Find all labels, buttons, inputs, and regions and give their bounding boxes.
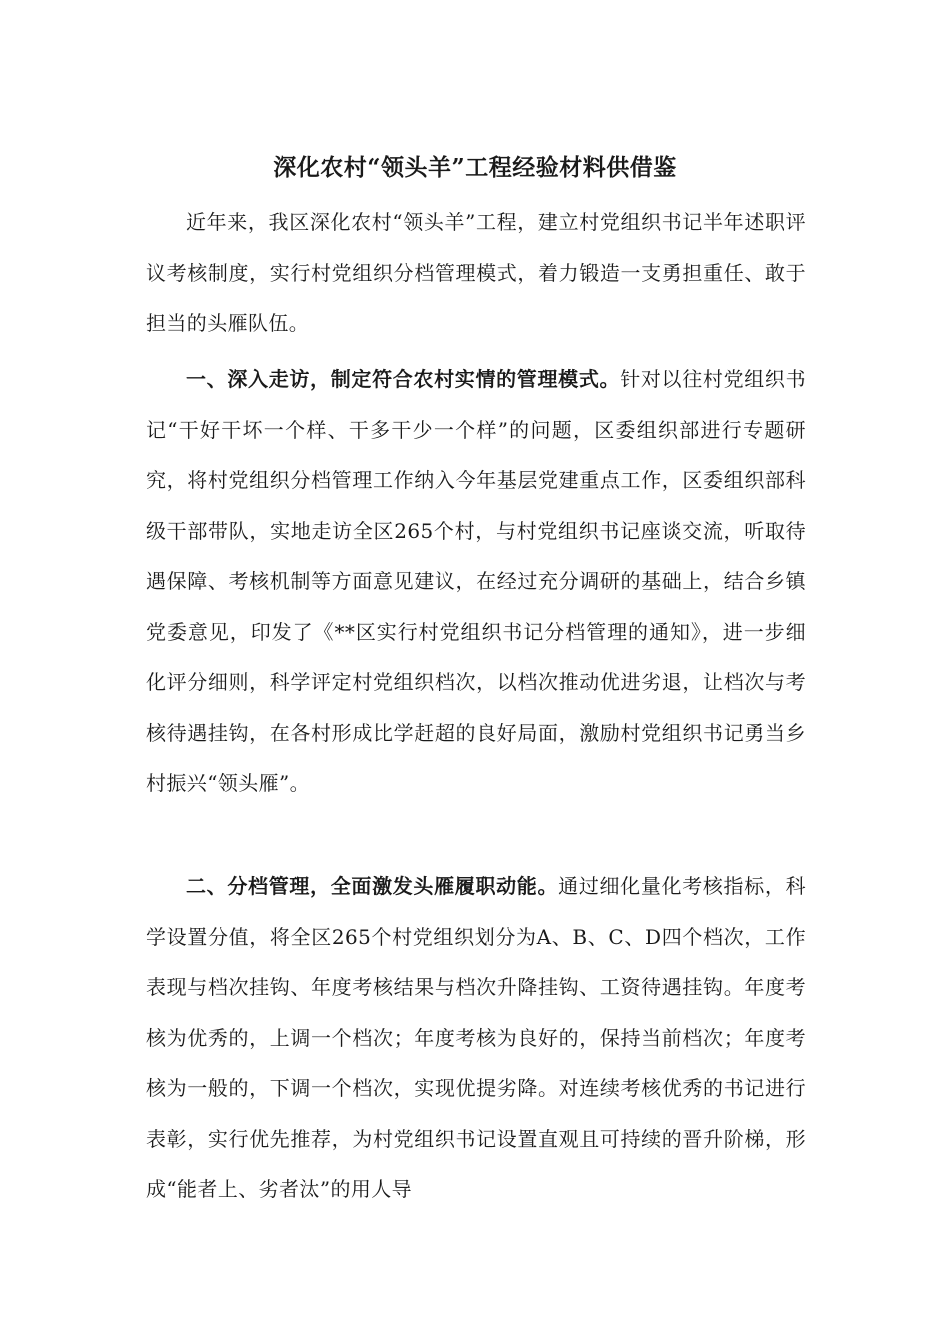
section-two-block xyxy=(146,861,806,1215)
section-two-paragraph xyxy=(146,861,806,1215)
section-one-text: 针对以往村党组织书记“干好干坏一个样、干多干少一个样”的问题，区委组织部进行专题研究，将村党组织分档管理工作纳入今年基层党建重点工作，区委组织部科级干部带队，实地走访全区265个村，与村党组织书记座谈交流，听取待遇保障、考核机制等方面意见建议，在经过充分调研的基础上，结合乡镇党委意见，印发了《**区实行村党组织书记分档管理的通知》，进一步细化评分细则，科学评定村党组织档次，以档次推动优进劣退，让档次与考核待遇挂钩，在各村形成比学赶超的良好局面，激励村党组织书记勇当乡村振兴“领头雁”。 xyxy=(146,367,806,795)
intro-text: 近年来，我区深化农村“领头羊”工程，建立村党组织书记半年述职评议考核制度，实行村党组织分档管理模式，着力锻造一支勇担重任、敢于担当的头雁队伍。 xyxy=(146,210,806,335)
section-two-heading: 二、分档管理，全面激发头雁履职动能。 xyxy=(186,874,559,898)
section-two-text: 通过细化量化考核指标，科学设置分值，将全区265个村党组织划分为A、B、C、D四个档次，工作表现与档次挂钩、年度考核结果与档次升降挂钩、工资待遇挂钩。年度考核为优秀的，上调一个档次；年度考核为良好的，保持当前档次；年度考核为一般的，下调一个档次，实现优提劣降。对连续考核优秀的书记进行表彰，实行优先推荐，为村党组织书记设置直观且可持续的晋升阶梯，形成“能者上、劣者汰”的用人导 xyxy=(146,874,806,1201)
intro-paragraph xyxy=(146,197,806,349)
section-one-heading: 一、深入走访，制定符合农村实情的管理模式。 xyxy=(186,367,621,391)
section-one-block xyxy=(146,354,806,809)
section-one-paragraph xyxy=(146,354,806,809)
intro-paragraph-block xyxy=(146,197,806,349)
document-title: 深化农村“领头羊”工程经验材料供借鉴 xyxy=(273,154,677,181)
